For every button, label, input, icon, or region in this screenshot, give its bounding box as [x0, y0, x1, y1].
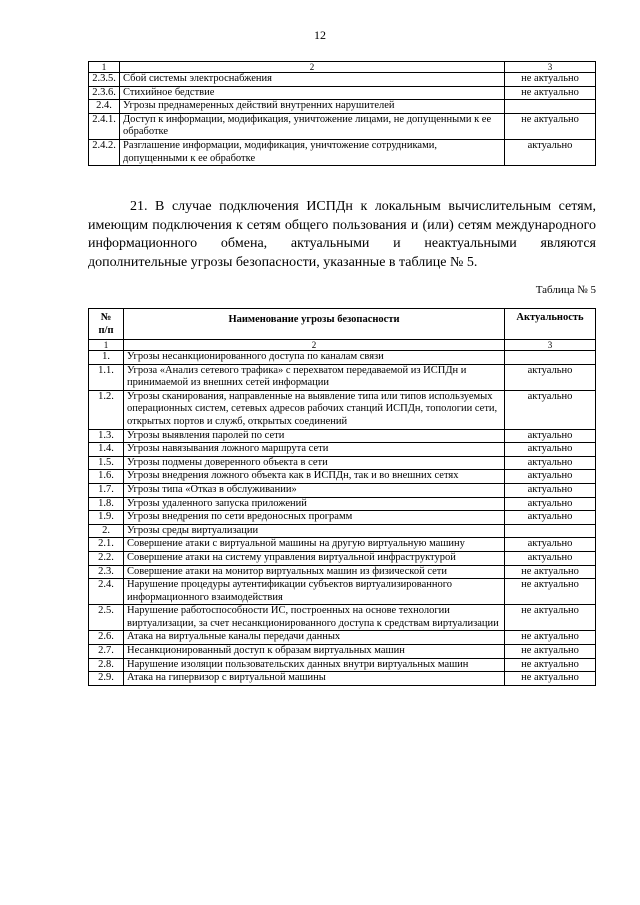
row-number: 1.3. [89, 429, 124, 443]
table-row [89, 429, 596, 443]
threat-name: Несанкционированный доступ к образам виртуальных машин [124, 645, 505, 659]
row-number: 1.5. [89, 456, 124, 470]
table-row [89, 443, 596, 457]
table-row [89, 100, 596, 114]
threat-status: актуально [505, 497, 596, 511]
table-row [89, 470, 596, 484]
table-caption: Таблица № 5 [535, 284, 596, 296]
threat-name: Атака на виртуальные каналы передачи данных [124, 631, 505, 645]
table-row [89, 113, 596, 139]
index-cell: 3 [505, 62, 596, 73]
threat-name: Угрозы выявления паролей по сети [124, 429, 505, 443]
table-row [89, 456, 596, 470]
threat-status: актуально [505, 443, 596, 457]
threat-status: актуально [505, 483, 596, 497]
table-row [89, 524, 596, 538]
table-row [89, 605, 596, 631]
page-number: 12 [314, 28, 326, 42]
threat-status: не актуально [505, 672, 596, 686]
threat-name: Угрозы внедрения по сети вредоносных программ [124, 511, 505, 525]
row-number: 2.3. [89, 565, 124, 579]
table-row [89, 139, 596, 165]
threat-status: актуально [505, 551, 596, 565]
table-row [89, 565, 596, 579]
row-number: 2.2. [89, 551, 124, 565]
table-row [89, 390, 596, 429]
threat-status: актуально [505, 364, 596, 390]
threat-status: не актуально [505, 579, 596, 605]
threats-table-5 [88, 308, 596, 686]
index-cell: 3 [505, 340, 596, 351]
column-header-name: Наименование угрозы безопасности [124, 309, 505, 340]
table-row [89, 645, 596, 659]
threat-name: Угрозы несанкционированного доступа по каналам связи [124, 351, 505, 365]
row-number: 2.4. [89, 100, 120, 114]
row-number: 1.4. [89, 443, 124, 457]
index-cell: 2 [120, 62, 505, 73]
table-index-row [89, 340, 596, 351]
row-number: 2.5. [89, 605, 124, 631]
threat-status: не актуально [505, 86, 596, 100]
table-row [89, 497, 596, 511]
threat-status [505, 351, 596, 365]
row-number: 1.8. [89, 497, 124, 511]
threat-name: Нарушение работоспособности ИС, построенных на основе технологии виртуализации, за счет несанкционированного доступа к средствам виртуализации [124, 605, 505, 631]
table-row [89, 364, 596, 390]
row-number: 2.4.1. [89, 113, 120, 139]
row-number: 1. [89, 351, 124, 365]
threat-status: не актуально [505, 605, 596, 631]
row-number: 2.3.5. [89, 73, 120, 87]
table-row [89, 538, 596, 552]
threat-status [505, 524, 596, 538]
threat-status: не актуально [505, 565, 596, 579]
threat-status: актуально [505, 456, 596, 470]
threat-name: Нарушение процедуры аутентификации субъектов виртуализированного информационного взаимодействия [124, 579, 505, 605]
row-number: 2. [89, 524, 124, 538]
row-number: 2.6. [89, 631, 124, 645]
threat-name: Сбой системы электроснабжения [120, 73, 505, 87]
table-row [89, 672, 596, 686]
table-row [89, 86, 596, 100]
table-header-row [89, 309, 596, 340]
threat-status: не актуально [505, 631, 596, 645]
threat-name: Угрозы навязывания ложного маршрута сети [124, 443, 505, 457]
threat-status: актуально [505, 429, 596, 443]
threat-name: Совершение атаки на систему управления виртуальной инфраструктурой [124, 551, 505, 565]
row-number: 2.7. [89, 645, 124, 659]
threat-name: Стихийное бедствие [120, 86, 505, 100]
table-row [89, 511, 596, 525]
row-number: 1.9. [89, 511, 124, 525]
threat-status: актуально [505, 511, 596, 525]
threat-name: Угрозы внедрения ложного объекта как в ИСПДн, так и во внешних сетях [124, 470, 505, 484]
row-number: 2.4. [89, 579, 124, 605]
threat-name: Угрозы типа «Отказ в обслуживании» [124, 483, 505, 497]
threat-status: актуально [505, 390, 596, 429]
threat-name: Угрозы подмены доверенного объекта в сети [124, 456, 505, 470]
threat-name: Угрозы среды виртуализации [124, 524, 505, 538]
threat-status [505, 100, 596, 114]
row-number: 2.9. [89, 672, 124, 686]
table-row [89, 73, 596, 87]
table-row [89, 631, 596, 645]
threat-status: актуально [505, 538, 596, 552]
threat-status: актуально [505, 470, 596, 484]
table-index-row [89, 62, 596, 73]
index-cell: 2 [124, 340, 505, 351]
threat-name: Атака на гипервизор с виртуальной машины [124, 672, 505, 686]
threat-status: актуально [505, 139, 596, 165]
index-cell: 1 [89, 62, 120, 73]
threat-name: Угрозы преднамеренных действий внутренних нарушителей [120, 100, 505, 114]
row-number: 1.2. [89, 390, 124, 429]
index-cell: 1 [89, 340, 124, 351]
threat-name: Угрозы удаленного запуска приложений [124, 497, 505, 511]
paragraph-21: 21. В случае подключения ИСПДн к локальным вычислительным сетям, имеющим подключения к сетям общего пользования и (или) сетям международного информационного обмена, актуальными и неактуальными являются дополнительные угрозы безопасности, указанные в таблице № 5. [88, 199, 596, 270]
row-number: 2.8. [89, 658, 124, 672]
row-number: 1.1. [89, 364, 124, 390]
table-row [89, 658, 596, 672]
threat-status: не актуально [505, 113, 596, 139]
row-number: 1.7. [89, 483, 124, 497]
threat-name: Угроза «Анализ сетевого трафика» с перехватом передаваемой из ИСПДн и принимаемой из внешних сетей информации [124, 364, 505, 390]
threats-table-continued [88, 61, 596, 166]
column-header-status: Актуальность [505, 309, 596, 340]
table-row [89, 551, 596, 565]
threat-name: Разглашение информации, модификация, уничтожение сотрудниками, допущенными к ее обработке [120, 139, 505, 165]
table-row [89, 483, 596, 497]
column-header-num: № п/п [89, 309, 124, 340]
threat-status: не актуально [505, 658, 596, 672]
threat-name: Совершение атаки на монитор виртуальных машин из физической сети [124, 565, 505, 579]
threat-name: Доступ к информации, модификация, уничтожение лицами, не допущенными к ее обработке [120, 113, 505, 139]
threat-name: Нарушение изоляции пользовательских данных внутри виртуальных машин [124, 658, 505, 672]
threat-status: не актуально [505, 73, 596, 87]
table-row [89, 579, 596, 605]
threat-name: Угрозы сканирования, направленные на выявление типа или типов используемых операционных систем, сетевых адресов рабочих станций ИСПДн, топологии сети, открытых портов и служб, открытых соединений [124, 390, 505, 429]
table-row [89, 351, 596, 365]
row-number: 1.6. [89, 470, 124, 484]
row-number: 2.3.6. [89, 86, 120, 100]
threat-name: Совершение атаки с виртуальной машины на другую виртуальную машину [124, 538, 505, 552]
row-number: 2.4.2. [89, 139, 120, 165]
threat-status: не актуально [505, 645, 596, 659]
row-number: 2.1. [89, 538, 124, 552]
